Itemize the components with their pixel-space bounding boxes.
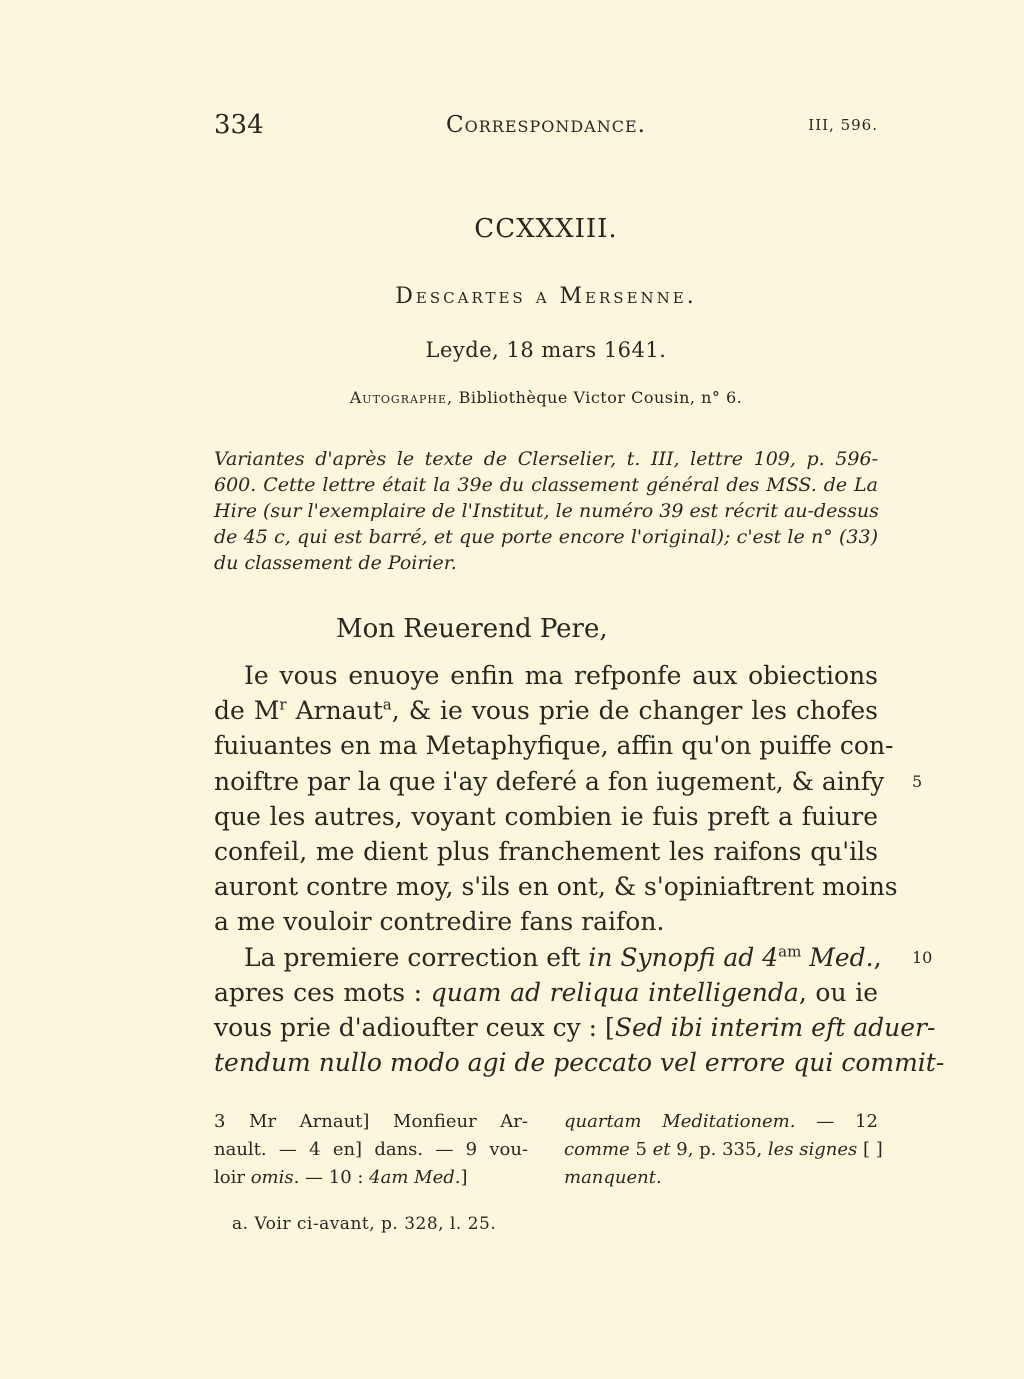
italic-run: tendum nullo modo agi de peccato vel errore qui commit- (214, 1048, 945, 1078)
text-run: — 12 (795, 1111, 878, 1132)
variantes-note (214, 446, 878, 576)
body-line: Ie vous enuoye enfin ma refponfe aux obiections (244, 661, 878, 690)
body-line (214, 975, 878, 1010)
text-run: loir (214, 1167, 251, 1188)
source-line (214, 388, 878, 407)
text-run: , & ie vous prie de changer les chofes (391, 696, 879, 726)
source-text: Bibliothèque Victor Cousin, n° 6. (458, 388, 743, 407)
running-title: Correspondance. (446, 112, 646, 138)
italic-run: Med. (801, 942, 874, 972)
note-line (214, 1164, 528, 1192)
text-run: ] (460, 1167, 468, 1188)
italic-run: omis (250, 1167, 294, 1188)
body-line: auront contre moy, s'ils en ont, & s'opiniaftrent moins (214, 872, 898, 902)
line-number-5: 5 (912, 772, 923, 791)
body-line: a me vouloir contredire fans raifon. (214, 907, 665, 937)
text-run: Arnaut (286, 696, 383, 726)
italic-run: quartam Meditationem. (564, 1111, 796, 1132)
body-line: que les autres, voyant combien ie fuis preft a fuiure (214, 801, 878, 831)
critical-notes-left (214, 1108, 528, 1192)
variantes-line: Hire (sur l'exemplaire de l'Institut, le numéro 39 est récrit au-dessus (214, 500, 879, 522)
note-line: manquent. (564, 1167, 662, 1188)
text-run: 5 (629, 1139, 653, 1160)
letter-number: CCXXXIII. (474, 214, 618, 244)
volume-reference: III, 596. (808, 116, 878, 134)
place-date: Leyde, 18 mars 1641. (425, 338, 667, 362)
critical-notes-right (564, 1108, 883, 1192)
letter-title: Descartes a Mersenne. (395, 284, 697, 309)
body-line (214, 940, 882, 975)
note-line (564, 1108, 878, 1136)
note-line: 3 Mr Arnaut] Monfieur Ar- (214, 1111, 528, 1132)
note-line: nault. — 4 en] dans. — 9 vou- (214, 1139, 528, 1160)
note-line (564, 1136, 883, 1164)
variantes-line: de 45 c, qui est barré, et que porte encore l'original); c'est le n° (33) (214, 526, 878, 548)
text-run: vous prie d'adioufter ceux cy : [ (214, 1013, 615, 1043)
text-run: [ ] (857, 1139, 883, 1160)
superscript: am (778, 942, 802, 961)
superscript: r (279, 695, 287, 714)
text-run: La premiere correction eft (244, 942, 589, 972)
body-line: confeil, me dient plus franchement les raifons qu'ils (214, 837, 878, 867)
salutation: Mon Reuerend Pere, (336, 614, 608, 644)
italic-run: in Synopfi ad 4 (588, 942, 779, 972)
text-run: . — 10 : (293, 1167, 370, 1188)
body-line (214, 1010, 936, 1045)
footnote: a. Voir ci-avant, p. 328, l. 25. (232, 1214, 497, 1234)
italic-run: Sed ibi interim eft aduer- (614, 1013, 936, 1043)
footnote-marker: a (382, 695, 392, 714)
page-number: 334 (214, 110, 264, 140)
italic-run: quam ad reliqua intelligenda (430, 977, 799, 1007)
italic-run: 4am Med. (369, 1167, 461, 1188)
variantes-line: Variantes d'après le texte de Clerselier, t. III, lettre 109, p. 596- (214, 448, 878, 470)
variantes-line: 600. Cette lettre était la 39e du classement général des MSS. de La (214, 474, 878, 496)
source-label: Autographe, (349, 388, 454, 407)
running-head (214, 110, 878, 144)
variantes-line: du classement de Poirier. (214, 552, 457, 574)
body-line: fuiuantes en ma Metaphyfique, affin qu'on puiffe con- (214, 731, 894, 761)
italic-run: les signes (767, 1139, 858, 1160)
italic-run: et (652, 1139, 671, 1160)
line-number-10: 10 (912, 948, 933, 967)
text-run: 9, p. 335, (670, 1139, 768, 1160)
text-run: , (873, 942, 882, 972)
text-run: de M (214, 696, 280, 726)
body-line: noiftre par la que i'ay deferé a fon iugement, & ainfy (214, 766, 885, 796)
body-line (214, 693, 878, 728)
text-run: apres ces mots : (214, 977, 431, 1007)
body-line (214, 1045, 945, 1080)
text-run: , ou ie (798, 977, 878, 1007)
italic-run: comme (564, 1139, 630, 1160)
